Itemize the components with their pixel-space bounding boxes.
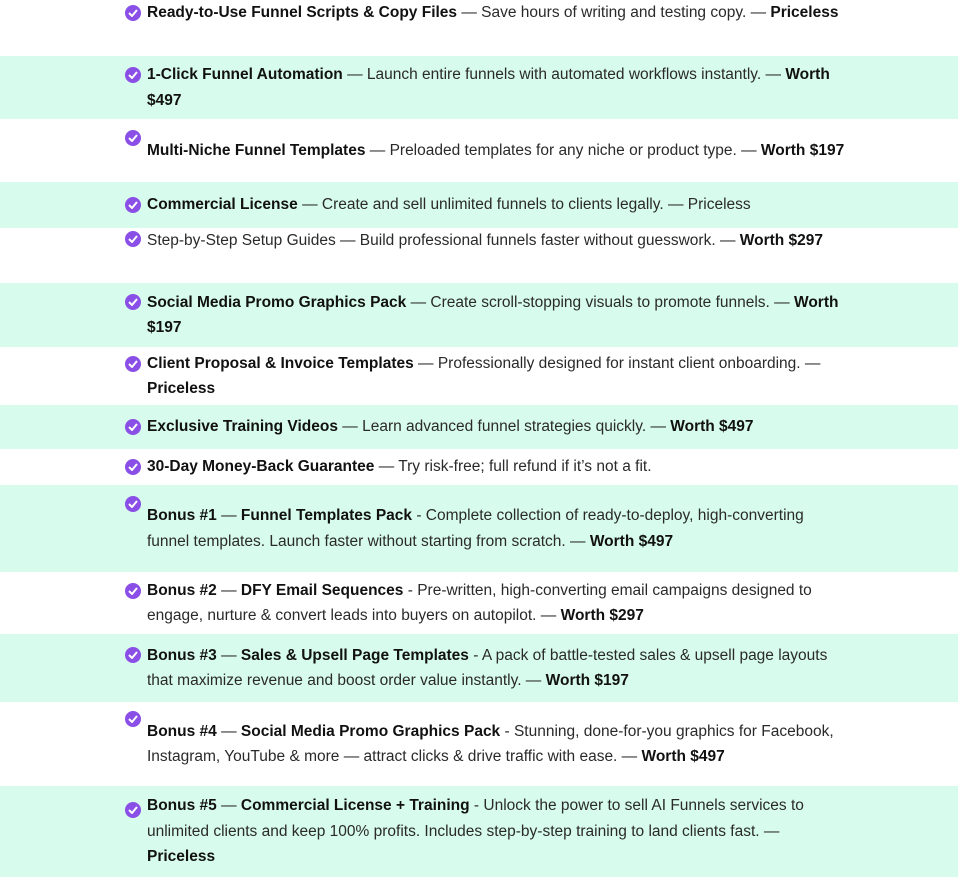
list-item bbox=[0, 347, 958, 405]
check-circle-icon bbox=[125, 583, 141, 599]
check-circle-icon bbox=[125, 419, 141, 435]
list-item bbox=[0, 405, 958, 449]
item-desc: - Unlock the power to sell AI Funnels services to unlimited clients and keep 100% profits. Includes step-by-step training to land clients fast. — bbox=[147, 797, 804, 840]
list-item bbox=[0, 119, 958, 182]
list-item bbox=[0, 786, 958, 877]
check-circle-icon bbox=[125, 130, 141, 146]
bonus-number: Bonus #1 bbox=[147, 507, 217, 524]
item-desc: Step-by-Step Setup Guides — Build professional funnels faster without guesswork. — bbox=[147, 232, 740, 249]
list-item bbox=[0, 634, 958, 702]
item-value: Worth $297 bbox=[739, 232, 824, 249]
item-value: Priceless bbox=[147, 848, 216, 866]
check-circle-icon bbox=[125, 197, 141, 213]
item-desc: — Create and sell unlimited funnels to clients legally. — bbox=[297, 196, 688, 214]
list-item bbox=[0, 572, 958, 634]
check-circle-icon bbox=[125, 647, 141, 663]
list-item bbox=[0, 228, 958, 283]
check-circle-icon bbox=[125, 802, 141, 818]
item-desc: — Professionally designed for instant client onboarding. — bbox=[413, 354, 821, 372]
check-circle-icon bbox=[125, 294, 141, 310]
item-desc: — Create scroll-stopping visuals to promote funnels. — bbox=[406, 293, 794, 311]
item-desc: - Pre-written, high-converting email campaigns designed to engage, nurture & convert leads into buyers on autopilot. — bbox=[147, 581, 812, 624]
separator: — bbox=[216, 797, 241, 815]
item-title: Ready-to-Use Funnel Scripts & Copy Files bbox=[147, 4, 458, 21]
check-circle-icon bbox=[125, 711, 141, 727]
item-title: Client Proposal & Invoice Templates bbox=[147, 354, 414, 372]
item-title: DFY Email Sequences bbox=[240, 581, 404, 599]
item-title: Commercial License bbox=[147, 196, 298, 214]
item-desc: — Launch entire funnels with automated workflows instantly. — bbox=[342, 66, 786, 83]
check-circle-icon bbox=[125, 67, 141, 83]
item-desc: — Preloaded templates for any niche or product type. — bbox=[365, 141, 761, 159]
item-value: Priceless bbox=[770, 4, 839, 21]
check-circle-icon bbox=[125, 231, 141, 247]
list-item bbox=[0, 283, 958, 347]
item-desc: - Stunning, done-for-you graphics for Facebook, Instagram, YouTube & more — attract clicks & drive traffic with ease. — bbox=[147, 722, 834, 765]
item-value: Worth $197 bbox=[760, 141, 845, 159]
list-item bbox=[0, 449, 958, 485]
item-title: 1-Click Funnel Automation bbox=[147, 66, 343, 83]
item-desc: - A pack of battle-tested sales & upsell page layouts that maximize revenue and boost order value instantly. — bbox=[147, 646, 828, 689]
item-title: Funnel Templates Pack bbox=[240, 507, 413, 524]
separator: — bbox=[216, 722, 241, 740]
item-value: Worth $497 bbox=[641, 748, 725, 765]
item-value: Priceless bbox=[147, 380, 216, 397]
item-desc: - Complete collection of ready-to-deploy, high-converting funnel templates. Launch faster without starting from scratch. — bbox=[147, 507, 804, 550]
list-item bbox=[0, 702, 958, 786]
bonus-number: Bonus #4 bbox=[147, 722, 217, 740]
item-desc: — Learn advanced funnel strategies quickly. — bbox=[337, 418, 671, 436]
item-title: Social Media Promo Graphics Pack bbox=[147, 293, 407, 311]
separator: — bbox=[216, 581, 241, 599]
item-value: Worth $497 bbox=[147, 66, 830, 109]
item-value: Worth $197 bbox=[147, 293, 839, 336]
item-desc: — Save hours of writing and testing copy. — bbox=[457, 4, 771, 21]
item-title: Sales & Upsell Page Templates bbox=[240, 646, 469, 664]
separator: — bbox=[216, 646, 241, 664]
list-item bbox=[0, 485, 958, 572]
item-title: Multi-Niche Funnel Templates bbox=[147, 141, 366, 159]
item-value: Worth $497 bbox=[670, 418, 754, 436]
bonus-number: Bonus #2 bbox=[147, 581, 217, 599]
check-circle-icon bbox=[125, 5, 141, 21]
list-item bbox=[0, 182, 958, 228]
item-value: Worth $197 bbox=[545, 672, 629, 689]
separator: — bbox=[216, 507, 241, 524]
list-item bbox=[0, 56, 958, 119]
check-circle-icon bbox=[125, 356, 141, 372]
item-title: Commercial License + Training bbox=[240, 797, 470, 815]
item-desc: — Try risk-free; full refund if it’s not a fit. bbox=[374, 458, 652, 476]
check-circle-icon bbox=[125, 459, 141, 475]
list-item bbox=[0, 0, 958, 56]
item-title: 30-Day Money-Back Guarantee bbox=[147, 458, 375, 476]
item-value: Worth $497 bbox=[589, 532, 674, 550]
item-value: Worth $297 bbox=[560, 607, 644, 624]
item-title: Exclusive Training Videos bbox=[147, 418, 338, 436]
item-title: Social Media Promo Graphics Pack bbox=[240, 722, 501, 740]
bonus-number: Bonus #5 bbox=[147, 797, 217, 815]
bonus-number: Bonus #3 bbox=[147, 646, 217, 664]
check-circle-icon bbox=[125, 496, 141, 512]
item-value: Priceless bbox=[687, 196, 751, 214]
